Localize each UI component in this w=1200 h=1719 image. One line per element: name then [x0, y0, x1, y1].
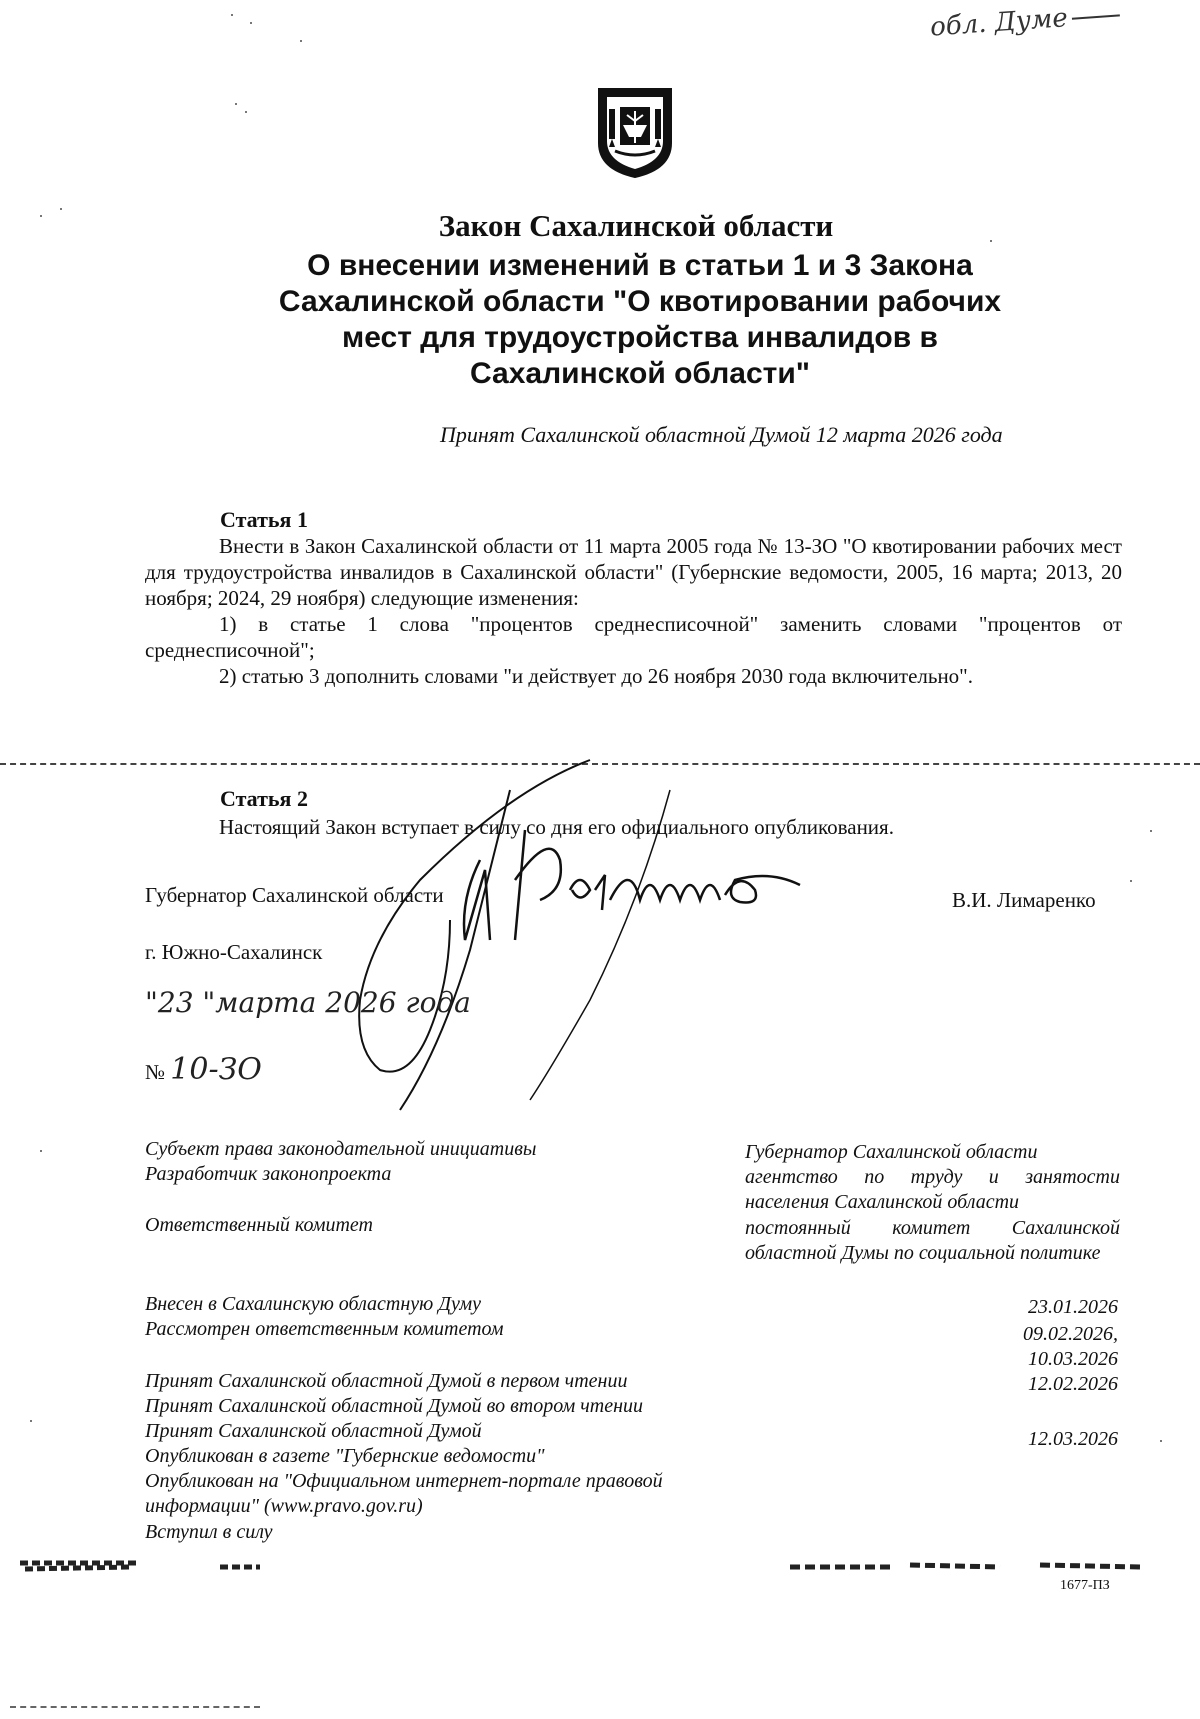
city: г. Южно-Сахалинск — [145, 940, 323, 964]
article-2-body: Настоящий Закон вступает в силу со дня его официального опубликования. — [219, 815, 894, 839]
meta-in-force-label: Вступил в силу — [145, 1521, 273, 1543]
meta-adopted-label: Принят Сахалинской областной Думой — [145, 1420, 482, 1442]
meta-developer-label: Разработчик законопроекта — [145, 1163, 392, 1185]
meta-developer-value: агентство по труду и занятости населения Сахалинской области — [745, 1166, 1120, 1213]
meta-reviewed-date-1: 09.02.2026, — [1023, 1323, 1118, 1345]
article-2-heading: Статья 2 — [220, 786, 308, 811]
date-handwritten: "23 "марта 2026 года — [145, 986, 471, 1019]
handwritten-signature — [340, 750, 940, 1120]
meta-adopted-date: 12.03.2026 — [1028, 1428, 1118, 1450]
handwritten-note: обл. Думе — [929, 0, 1120, 43]
meta-second-reading-label: Принят Сахалинской областной Думой во втором чтении — [145, 1395, 644, 1417]
law-title: Закон Сахалинской области — [438, 208, 834, 243]
meta-reviewed-date-2: 10.03.2026 — [1028, 1348, 1118, 1370]
article-1-body: Внести в Закон Сахалинской области от 11 марта 2005 года № 13-ЗО "О квотировании рабочих мест для трудоустройства инвалидов в Сахалинской области" (Губернские ведомости, 2005, 16 марта; 2013, 20 ноября; 2024, 29 ноября) следующие изменения: 1) в статье 1 слова "процентов среднесписочной" заменить словами "процентов от среднесписочной"; 2) статью 3 дополнить словами "и действует до 26 ноября 2030 года включительно". — [145, 534, 1122, 688]
meta-submitted-date: 23.01.2026 — [1028, 1296, 1118, 1318]
scan-artifacts — [0, 1555, 1200, 1585]
meta-first-reading-date: 12.02.2026 — [1028, 1373, 1118, 1395]
meta-subject-value: Губернатор Сахалинской области — [745, 1141, 1038, 1163]
sakhalin-coat-of-arms-icon — [595, 85, 675, 180]
meta-published-newspaper-label: Опубликован в газете "Губернские ведомости" — [145, 1445, 545, 1467]
meta-committee-label: Ответственный комитет — [145, 1214, 373, 1236]
meta-submitted-label: Внесен в Сахалинскую областную Думу — [145, 1293, 482, 1315]
meta-reviewed-label: Рассмотрен ответственным комитетом — [145, 1318, 504, 1340]
governor-name: В.И. Лимаренко — [952, 888, 1096, 912]
bottom-edge-artifact — [10, 1706, 260, 1708]
meta-first-reading-label: Принят Сахалинской областной Думой в первом чтении — [145, 1370, 628, 1392]
meta-committee-value: постоянный комитет Сахалинской областной Думы по социальной политике — [745, 1217, 1120, 1264]
governor-position: Губернатор Сахалинской области — [145, 883, 444, 907]
form-code: 1677-ПЗ — [1060, 1578, 1110, 1593]
adoption-line: Принят Сахалинской областной Думой 12 марта 2026 года — [440, 422, 1003, 447]
meta-subject-label: Субъект права законодательной инициативы — [145, 1138, 537, 1160]
law-subtitle: О внесении изменений в статьи 1 и 3 Закона Сахалинской области "О квотировании рабочих мест для трудоустройства инвалидов в Сахалинской области" — [278, 249, 1002, 390]
law-number: № 10-ЗО — [145, 1052, 262, 1087]
meta-published-portal-label: Опубликован на "Официальном интернет-портале правовой информации" (www.pravo.gov.ru) — [145, 1470, 663, 1517]
article-1-heading: Статья 1 — [220, 507, 308, 532]
